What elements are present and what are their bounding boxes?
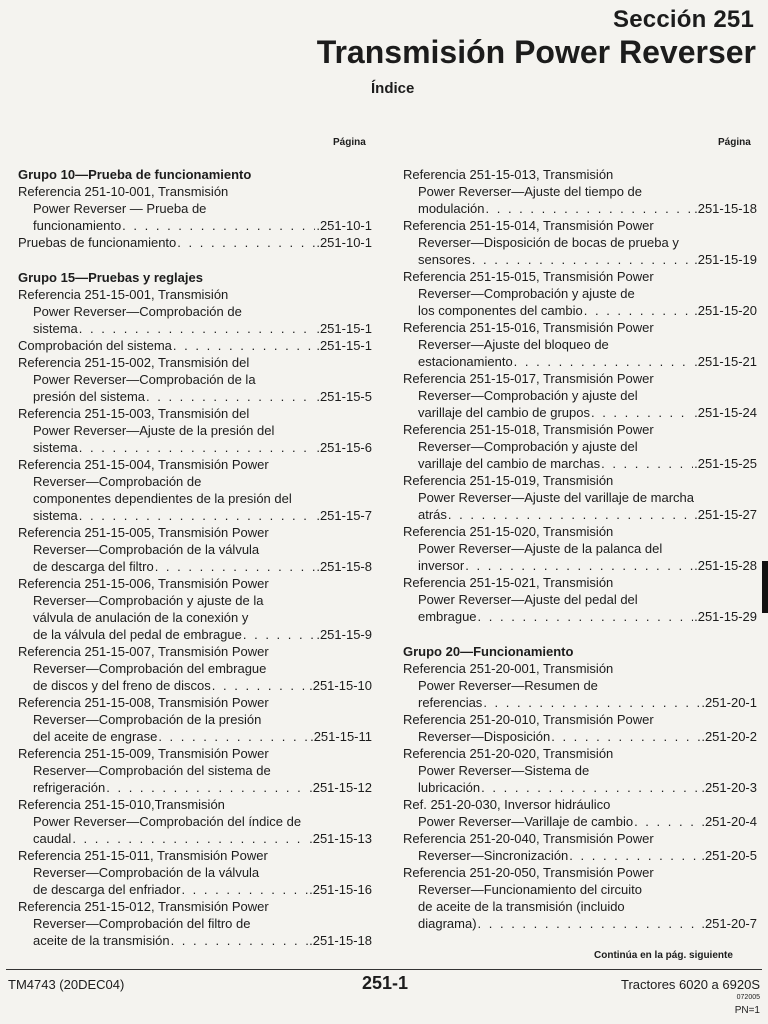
toc-entry-line: Referencia 251-15-010,Transmisión <box>18 797 225 812</box>
toc-page-ref: .251-15-5 <box>316 389 372 404</box>
footer-rule <box>6 969 762 970</box>
toc-entry-line: Referencia 251-15-009, Transmisión Power <box>18 746 269 761</box>
toc-entry-text: aceite de la transmisión <box>33 933 170 948</box>
dot-leader <box>181 881 308 898</box>
toc-page-ref: .251-15-24 <box>694 405 757 420</box>
toc-page-ref: .251-15-29 <box>694 609 757 624</box>
dot-leader <box>483 694 700 711</box>
toc-entry-text: Reverser—Sincronización <box>418 848 569 863</box>
toc-entry-with-page <box>18 558 372 575</box>
page-title: Transmisión Power Reverser <box>316 34 756 70</box>
footer-date-code: 072005 <box>736 994 760 1001</box>
toc-entry-continuation: Reverser—Comprobación de <box>33 474 202 489</box>
toc-entry-text: refrigeración <box>33 780 106 795</box>
toc-page-ref: .251-15-1 <box>316 321 372 336</box>
dot-leader <box>478 915 701 932</box>
toc-entry-line: Referencia 251-20-020, Transmisión <box>403 746 614 761</box>
toc-entry-text: funcionamiento <box>33 218 122 233</box>
toc-entry-continuation: Reserver—Comprobación del sistema de <box>33 763 271 778</box>
toc-entry-line: Referencia 251-15-018, Transmisión Power <box>403 422 654 437</box>
toc-entry-with-page <box>403 353 757 370</box>
dot-leader <box>72 830 308 847</box>
toc-entry-continuation: Reverser—Comprobación y ajuste de la <box>33 593 264 608</box>
toc-entry-with-page <box>403 915 757 932</box>
toc-page-ref: .251-15-12 <box>309 780 372 795</box>
toc-entry-text: Power Reverser—Varillaje de cambio <box>418 814 634 829</box>
toc-entry-with-page <box>403 557 757 574</box>
toc-entry-text: de la válvula del pedal de embrague <box>33 627 242 642</box>
toc-page-ref: .251-10-1 <box>316 235 372 250</box>
toc-entry-text: diagrama) <box>418 916 477 931</box>
toc-entry-line: Referencia 251-15-016, Transmisión Power <box>403 320 654 335</box>
toc-entry-continuation: Power Reverser—Comprobación de la <box>33 372 256 387</box>
toc-page-ref: .251-15-25 <box>694 456 757 471</box>
toc-entry-line: Referencia 251-15-019, Transmisión <box>403 473 614 488</box>
toc-page-ref: .251-10-1 <box>316 218 372 233</box>
dot-leader <box>173 337 315 354</box>
toc-entry-continuation: Reverser—Comprobación del embrague <box>33 661 267 676</box>
dot-leader <box>551 728 700 745</box>
toc-entry-line: Referencia 251-15-014, Transmisión Power <box>403 218 654 233</box>
spacer <box>18 251 372 269</box>
dot-leader <box>472 251 693 268</box>
toc-entry-continuation: Reverser—Comprobación del filtro de <box>33 916 251 931</box>
toc-page-ref: .251-15-16 <box>309 882 372 897</box>
toc-page-ref: .251-15-27 <box>694 507 757 522</box>
dot-leader <box>601 455 693 472</box>
toc-entry-line: Referencia 251-20-001, Transmisión <box>403 661 614 676</box>
toc-page-ref: .251-15-13 <box>309 831 372 846</box>
toc-entry-line: Referencia 251-15-013, Transmisión <box>403 167 614 182</box>
toc-entry-with-page <box>403 404 757 421</box>
toc-entry-continuation: válvula de anulación de la conexión y <box>33 610 249 625</box>
toc-entry-with-page <box>403 251 757 268</box>
toc-entry-text: lubricación <box>418 780 481 795</box>
toc-entry-with-page <box>18 320 372 337</box>
toc-page-ref: .251-15-10 <box>309 678 372 693</box>
continue-note: Continúa en la pág. siguiente <box>594 950 733 961</box>
toc-entry-with-page <box>18 337 372 354</box>
toc-entry-with-page <box>18 388 372 405</box>
toc-entry-text: sistema <box>33 440 78 455</box>
dot-leader <box>486 200 694 217</box>
toc-entry-continuation: Reverser—Funcionamiento del circuito <box>418 882 642 897</box>
toc-entry-continuation: Reverser—Comprobación de la presión <box>33 712 262 727</box>
toc-entry-continuation: Reverser—Comprobación de la válvula <box>33 865 260 880</box>
toc-entry-with-page <box>403 608 757 625</box>
toc-entry-continuation: Reverser—Comprobación de la válvula <box>33 542 260 557</box>
dot-leader <box>155 558 316 575</box>
toc-entry-text: referencias <box>418 695 483 710</box>
toc-right-column <box>403 166 757 932</box>
toc-entry-line: Referencia 251-10-001, Transmisión <box>18 184 229 199</box>
toc-entry-continuation: Power Reverser—Ajuste de la presión del <box>33 423 275 438</box>
toc-entry-with-page <box>18 779 372 796</box>
toc-entry-continuation: Power Reverser—Comprobación del índice de <box>33 814 302 829</box>
toc-entry-continuation: componentes dependientes de la presión del <box>33 491 292 506</box>
dot-leader <box>481 779 700 796</box>
dot-leader <box>243 626 315 643</box>
toc-entry-line: Referencia 251-15-021, Transmisión <box>403 575 614 590</box>
toc-page-ref: .251-15-18 <box>309 933 372 948</box>
toc-entry-continuation: Power Reverser—Ajuste de la palanca del <box>418 541 663 556</box>
toc-entry-continuation: de aceite de la transmisión (incluido <box>418 899 625 914</box>
toc-entry-with-page <box>403 506 757 523</box>
toc-entry-with-page <box>403 302 757 319</box>
toc-entry-text: de discos y del freno de discos <box>33 678 211 693</box>
toc-entry-with-page <box>403 455 757 472</box>
toc-entry-with-page <box>18 439 372 456</box>
dot-leader <box>569 847 700 864</box>
footer-page-number: 251-1 <box>362 973 409 993</box>
toc-entry-continuation: Reverser—Ajuste del bloqueo de <box>418 337 609 352</box>
toc-entry-with-page <box>18 881 372 898</box>
toc-page-ref: .251-20-3 <box>701 780 757 795</box>
toc-entry-with-page <box>18 507 372 524</box>
toc-page-ref: .251-15-18 <box>694 201 757 216</box>
dot-leader <box>634 813 700 830</box>
footer-pn: PN=1 <box>734 1005 760 1016</box>
toc-page-ref: .251-15-1 <box>316 338 372 353</box>
footer-manual-code: TM4743 (20DEC04) <box>8 977 125 992</box>
toc-entry-with-page <box>403 200 757 217</box>
dot-leader <box>465 557 693 574</box>
toc-page-ref: .251-15-7 <box>316 508 372 523</box>
toc-page-ref: .251-15-8 <box>316 559 372 574</box>
toc-entry-text: sistema <box>33 508 78 523</box>
spacer <box>403 625 757 643</box>
toc-page-ref: .251-20-5 <box>701 848 757 863</box>
group-heading: Grupo 15—Pruebas y reglajes <box>18 270 203 285</box>
toc-entry-line: Referencia 251-15-006, Transmisión Power <box>18 576 269 591</box>
toc-entry-continuation: Power Reverser—Comprobación de <box>33 304 242 319</box>
toc-entry-text: Reverser—Disposición <box>418 729 551 744</box>
dot-leader <box>591 404 693 421</box>
toc-entry-text: caudal <box>33 831 72 846</box>
toc-page-ref: .251-20-7 <box>701 916 757 931</box>
toc-entry-with-page <box>18 830 372 847</box>
dot-leader <box>122 217 315 234</box>
toc-entry-continuation: Reverser—Comprobación y ajuste del <box>418 388 638 403</box>
dot-leader <box>106 779 308 796</box>
group-heading: Grupo 20—Funcionamiento <box>403 644 574 659</box>
toc-page-ref: .251-15-21 <box>694 354 757 369</box>
toc-entry-continuation: Reverser—Comprobación y ajuste del <box>418 439 638 454</box>
toc-entry-with-page <box>18 217 372 234</box>
toc-entry-with-page <box>403 813 757 830</box>
toc-entry-text: embrague <box>418 609 477 624</box>
toc-page-ref: .251-20-1 <box>701 695 757 710</box>
toc-page-ref: .251-15-19 <box>694 252 757 267</box>
dot-leader <box>146 388 315 405</box>
toc-entry-text: de descarga del enfriador <box>33 882 181 897</box>
toc-page-ref: .251-15-9 <box>316 627 372 642</box>
dot-leader <box>79 439 316 456</box>
toc-entry-line: Referencia 251-15-002, Transmisión del <box>18 355 250 370</box>
toc-entry-continuation: Power Reverser—Sistema de <box>418 763 590 778</box>
page-column-header-left: Página <box>333 137 366 148</box>
dot-leader <box>584 302 693 319</box>
page-column-header-right: Página <box>718 137 751 148</box>
toc-entry-with-page <box>18 677 372 694</box>
toc-page-ref: .251-15-20 <box>694 303 757 318</box>
toc-entry-text: modulación <box>418 201 485 216</box>
toc-page-ref: .251-15-6 <box>316 440 372 455</box>
toc-entry-line: Referencia 251-20-010, Transmisión Power <box>403 712 654 727</box>
toc-entry-text: del aceite de engrase <box>33 729 158 744</box>
toc-entry-text: sistema <box>33 321 78 336</box>
toc-entry-line: Referencia 251-15-017, Transmisión Power <box>403 371 654 386</box>
toc-entry-line: Referencia 251-15-012, Transmisión Power <box>18 899 269 914</box>
toc-entry-text: varillaje del cambio de grupos <box>418 405 590 420</box>
toc-left-column <box>18 166 372 949</box>
toc-page-ref: .251-15-11 <box>310 729 372 744</box>
toc-entry-line: Referencia 251-15-004, Transmisión Power <box>18 457 269 472</box>
toc-entry-line: Referencia 251-15-011, Transmisión Power <box>18 848 268 863</box>
group-heading: Grupo 10—Prueba de funcionamiento <box>18 167 252 182</box>
toc-entry-line: Referencia 251-15-005, Transmisión Power <box>18 525 269 540</box>
toc-entry-with-page <box>18 932 372 949</box>
toc-entry-continuation: Reverser—Comprobación y ajuste de <box>418 286 635 301</box>
toc-entry-continuation: Power Reverser—Ajuste del pedal del <box>418 592 638 607</box>
toc-entry-with-page <box>403 779 757 796</box>
dot-leader <box>478 608 694 625</box>
toc-entry-line: Referencia 251-20-040, Transmisión Power <box>403 831 654 846</box>
dot-leader <box>79 507 316 524</box>
toc-entry-text: estacionamiento <box>418 354 513 369</box>
toc-entry-line: Referencia 251-15-020, Transmisión <box>403 524 614 539</box>
dot-leader <box>177 234 315 251</box>
toc-entry-continuation: Power Reverser—Ajuste del varillaje de marcha <box>418 490 695 505</box>
toc-entry-line: Referencia 251-15-015, Transmisión Power <box>403 269 654 284</box>
toc-entry-text: Pruebas de funcionamiento <box>18 235 177 250</box>
dot-leader <box>158 728 309 745</box>
index-label: Índice <box>371 80 415 97</box>
toc-entry-continuation: Power Reverser — Prueba de <box>33 201 207 216</box>
toc-entry-text: presión del sistema <box>33 389 145 404</box>
toc-page-ref: .251-20-4 <box>701 814 757 829</box>
toc-entry-with-page <box>403 847 757 864</box>
toc-entry-line: Ref. 251-20-030, Inversor hidráulico <box>403 797 611 812</box>
toc-entry-text: de descarga del filtro <box>33 559 154 574</box>
toc-entry-text: los componentes del cambio <box>418 303 583 318</box>
dot-leader <box>171 932 309 949</box>
toc-entry-line: Referencia 251-15-001, Transmisión <box>18 287 229 302</box>
toc-entry-text: Comprobación del sistema <box>18 338 172 353</box>
toc-entry-with-page <box>18 626 372 643</box>
dot-leader <box>212 677 308 694</box>
toc-entry-text: varillaje del cambio de marchas <box>418 456 601 471</box>
toc-entry-with-page <box>18 234 372 251</box>
toc-entry-line: Referencia 251-15-003, Transmisión del <box>18 406 250 421</box>
dot-leader <box>79 320 316 337</box>
toc-entry-text: sensores <box>418 252 471 267</box>
toc-entry-continuation: Power Reverser—Resumen de <box>418 678 598 693</box>
toc-entry-continuation: Power Reverser—Ajuste del tiempo de <box>418 184 642 199</box>
toc-entry-line: Referencia 251-15-008, Transmisión Power <box>18 695 269 710</box>
dot-leader <box>448 506 693 523</box>
toc-entry-text: inversor <box>418 558 465 573</box>
section-edge-tab <box>762 561 768 613</box>
dot-leader <box>514 353 693 370</box>
footer-model-range: Tractores 6020 a 6920S <box>621 977 760 992</box>
toc-entry-with-page <box>18 728 372 745</box>
toc-entry-text: atrás <box>418 507 447 522</box>
toc-page-ref: .251-20-2 <box>701 729 757 744</box>
section-number: Sección 251 <box>613 6 754 33</box>
toc-page-ref: .251-15-28 <box>694 558 757 573</box>
toc-entry-with-page <box>403 694 757 711</box>
toc-entry-line: Referencia 251-20-050, Transmisión Power <box>403 865 654 880</box>
toc-entry-line: Referencia 251-15-007, Transmisión Power <box>18 644 269 659</box>
toc-entry-continuation: Reverser—Disposición de bocas de prueba y <box>418 235 679 250</box>
toc-entry-with-page <box>403 728 757 745</box>
